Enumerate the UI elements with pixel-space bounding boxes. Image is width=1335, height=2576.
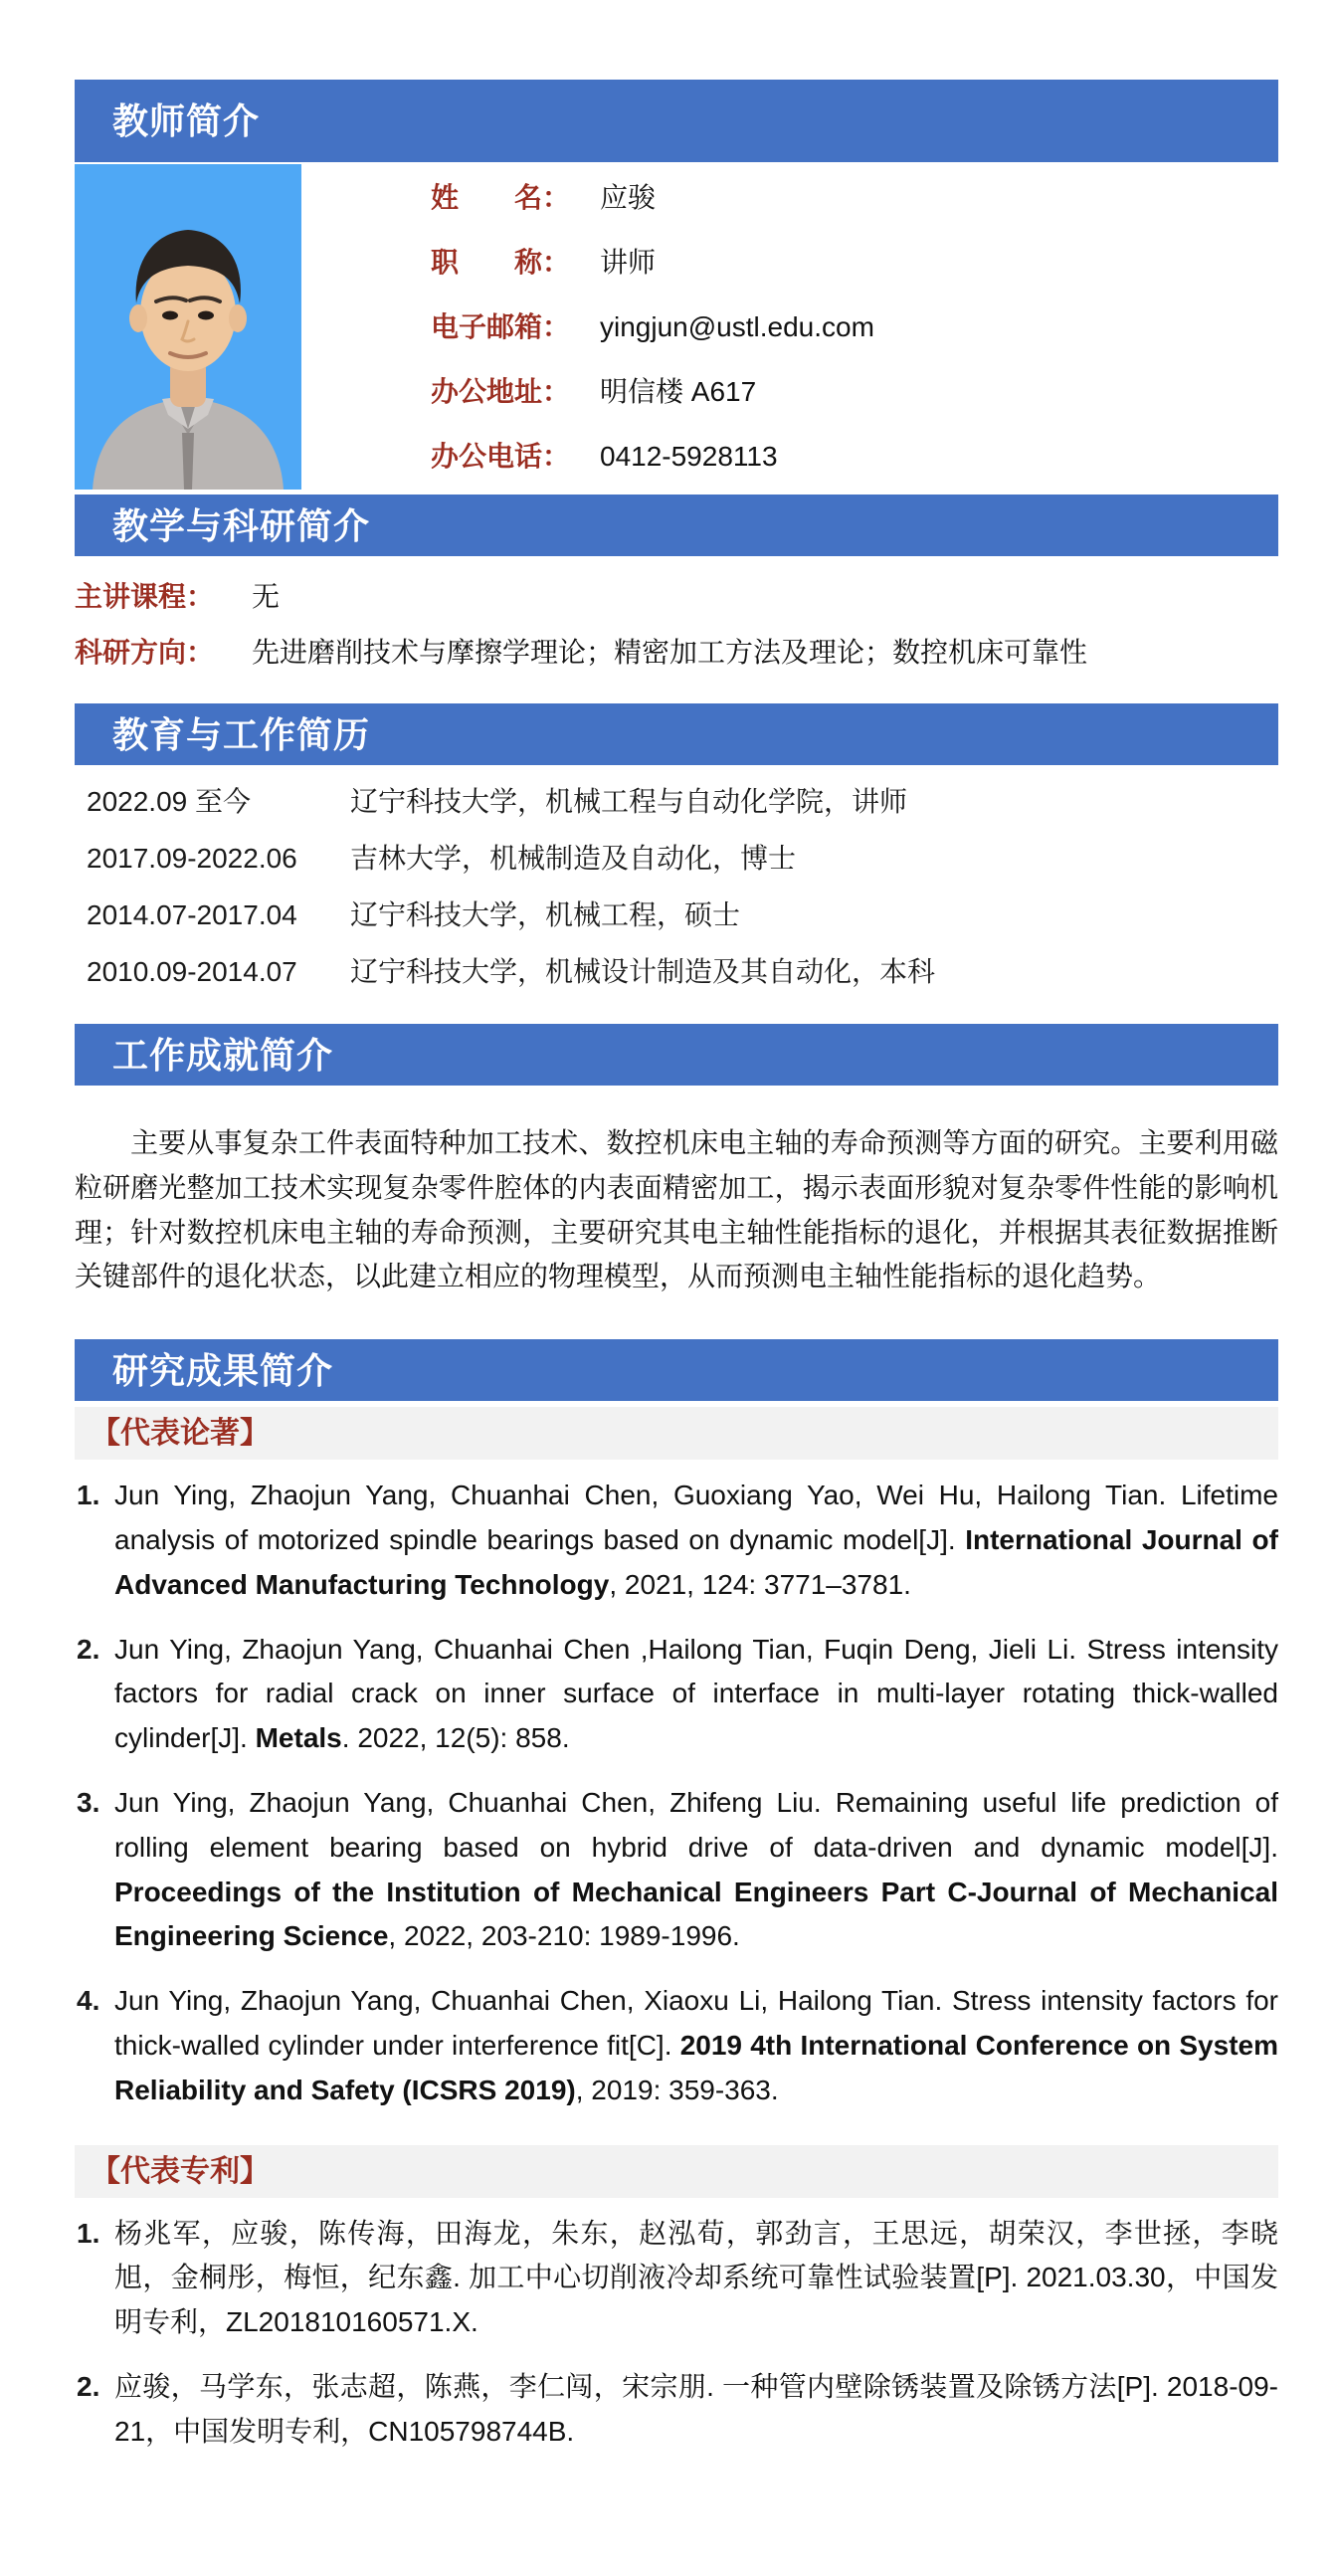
- profile-block: [75, 164, 1278, 490]
- profile-photo: [75, 164, 301, 490]
- section-title-research-results: 研究成果简介: [112, 1350, 334, 1392]
- publication-journal: Metals: [255, 1722, 342, 1754]
- section-banner-research-results: [75, 1339, 1278, 1401]
- publication-journal: International Journal of Advanced Manufacturing Technology: [114, 1523, 1278, 1600]
- publications-heading: 【代表论著】: [75, 1407, 1278, 1460]
- patent-number: 1.: [77, 2217, 100, 2249]
- education-row: [87, 840, 1278, 878]
- name-value: 应骏: [600, 182, 657, 213]
- publication-number: 3.: [77, 1786, 100, 1818]
- publication-item: [75, 1474, 1278, 1607]
- patent-text: 应骏，马学东，张志超，陈燕，李仁闯，宋宗朋. 一种管内壁除锈装置及除锈方法[P]. 2018-09-21，中国发明专利，CN105798744B.: [114, 2370, 1278, 2447]
- section-banner-teacher-intro: [75, 80, 1278, 162]
- office-label: 办公地址：: [431, 376, 571, 407]
- title-label: 职 称：: [431, 247, 571, 278]
- publication-journal: Proceedings of the Institution of Mechanical Engineers Part C-Journal of Mechanical Engineering Science: [114, 1876, 1278, 1952]
- patent-item: [75, 2365, 1278, 2455]
- profile-field-phone: [431, 437, 1278, 477]
- courses-row: [75, 578, 1278, 616]
- faculty-profile-page: [75, 0, 1278, 2550]
- publication-item: [75, 1628, 1278, 1761]
- publication-authors-title: Jun Ying, Zhaojun Yang, Chuanhai Chen ,Hailong Tian, Fuqin Deng, Jieli Li. Stress intensity factors for radial crack on inner surface of interface in multi-layer rotating thick-walled cylinder[J].: [114, 1633, 1278, 1754]
- education-detail: 辽宁科技大学，机械设计制造及其自动化，本科: [350, 956, 936, 987]
- title-value: 讲师: [600, 247, 657, 278]
- patent-number: 2.: [77, 2370, 100, 2402]
- publication-conference: 2019 4th International Conference on System Reliability and Safety (ICSRS 2019): [114, 2029, 1278, 2105]
- education-work-block: [75, 765, 1278, 1024]
- publication-number: 4.: [77, 1985, 100, 2017]
- email-value: yingjun@ustl.edu.com: [600, 311, 874, 342]
- teaching-research-block: [75, 556, 1278, 703]
- section-title-education-work: 教育与工作简历: [112, 714, 371, 755]
- publication-cite-tail: , 2019: 359-363.: [575, 2074, 779, 2105]
- research-direction-label: 科研方向：: [75, 637, 215, 668]
- publication-authors-title: Jun Ying, Zhaojun Yang, Chuanhai Chen, Zhifeng Liu. Remaining useful life prediction of rolling element bearing based on hybrid drive of data-driven and dynamic model[J].: [114, 1786, 1278, 1863]
- education-row: [87, 896, 1278, 934]
- publication-number: 1.: [77, 1480, 100, 1511]
- publications-list: [75, 1460, 1278, 2138]
- education-period: 2010.09-2014.07: [87, 956, 297, 987]
- publication-text: [114, 1628, 1278, 1761]
- patent-text: 杨兆军，应骏，陈传海，田海龙，朱东，赵泓荀，郭劲言，王思远，胡荣汉，李世拯，李晓旭，金桐彤，梅恒，纪东鑫. 加工中心切削液冷却系统可靠性试验装置[P]. 2021.03.30，中国发明专利，ZL201810160571.X.: [114, 2217, 1278, 2338]
- research-direction-row: [75, 634, 1278, 672]
- section-banner-education-work: [75, 703, 1278, 765]
- education-detail: 吉林大学，机械制造及自动化，博士: [350, 843, 797, 874]
- courses-value: 无: [252, 581, 281, 612]
- work-achievements-paragraph: 主要从事复杂工件表面特种加工技术、数控机床电主轴的寿命预测等方面的研究。主要利用磁粒研磨光整加工技术实现复杂零件腔体的内表面精密加工，揭示表面形貌对复杂零件性能的影响机理；针对数控机床电主轴的寿命预测，主要研究其电主轴性能指标的退化，并根据其表征数据推断关键部件的退化状态，以此建立相应的物理模型，从而预测电主轴性能指标的退化趋势。: [75, 1127, 1278, 1292]
- courses-label: 主讲课程：: [75, 581, 215, 612]
- publication-text: [114, 1781, 1278, 1959]
- section-banner-teaching-research: [75, 495, 1278, 556]
- patents-heading: 【代表专利】: [75, 2145, 1278, 2198]
- publication-item: [75, 1781, 1278, 1959]
- person-portrait-graphic: [75, 164, 301, 490]
- email-label: 电子邮箱：: [431, 311, 571, 342]
- office-value: 明信楼 A617: [600, 376, 757, 407]
- education-detail: 辽宁科技大学，机械工程，硕士: [350, 899, 741, 930]
- publication-number: 2.: [77, 1633, 100, 1665]
- education-period: 2014.07-2017.04: [87, 899, 297, 930]
- phone-value: 0412-5928113: [600, 441, 778, 472]
- section-title-teacher-intro: 教师简介: [112, 100, 261, 141]
- publication-cite-tail: . 2022, 12(5): 858.: [341, 1722, 570, 1754]
- education-period: 2022.09 至今: [87, 786, 251, 817]
- profile-field-office: [431, 372, 1278, 412]
- patent-item: [75, 2212, 1278, 2345]
- publication-text: [114, 1474, 1278, 1607]
- name-label: 姓 名：: [431, 182, 571, 213]
- section-title-work-achievements: 工作成就简介: [112, 1035, 334, 1076]
- profile-field-name: [431, 178, 1278, 218]
- publication-cite-tail: , 2021, 124: 3771–3781.: [609, 1568, 911, 1600]
- section-banner-work-achievements: [75, 1024, 1278, 1086]
- education-period: 2017.09-2022.06: [87, 843, 297, 874]
- phone-label: 办公电话：: [431, 441, 571, 472]
- work-achievements-block: [75, 1086, 1278, 1339]
- education-detail: 辽宁科技大学，机械工程与自动化学院，讲师: [350, 786, 908, 817]
- publication-authors-title: Jun Ying, Zhaojun Yang, Chuanhai Chen, Xiaoxu Li, Hailong Tian. Stress intensity factors for thick-walled cylinder under interference fit[C].: [114, 1985, 1278, 2061]
- publication-item: [75, 1979, 1278, 2112]
- publication-cite-tail: , 2022, 203-210: 1989-1996.: [388, 1920, 740, 1952]
- publication-text: [114, 1979, 1278, 2112]
- profile-field-email: [431, 307, 1278, 347]
- profile-field-title: [431, 243, 1278, 283]
- education-row: [87, 783, 1278, 821]
- education-row: [87, 953, 1278, 991]
- profile-info: [301, 164, 1278, 490]
- research-direction-value: 先进磨削技术与摩擦学理论；精密加工方法及理论；数控机床可靠性: [252, 637, 1088, 668]
- patents-list: [75, 2198, 1278, 2480]
- publication-authors-title: Jun Ying, Zhaojun Yang, Chuanhai Chen, Guoxiang Yao, Wei Hu, Hailong Tian. Lifetime analysis of motorized spindle bearings based on dynamic model[J].: [114, 1480, 1278, 1555]
- section-title-teaching-research: 教学与科研简介: [112, 505, 371, 546]
